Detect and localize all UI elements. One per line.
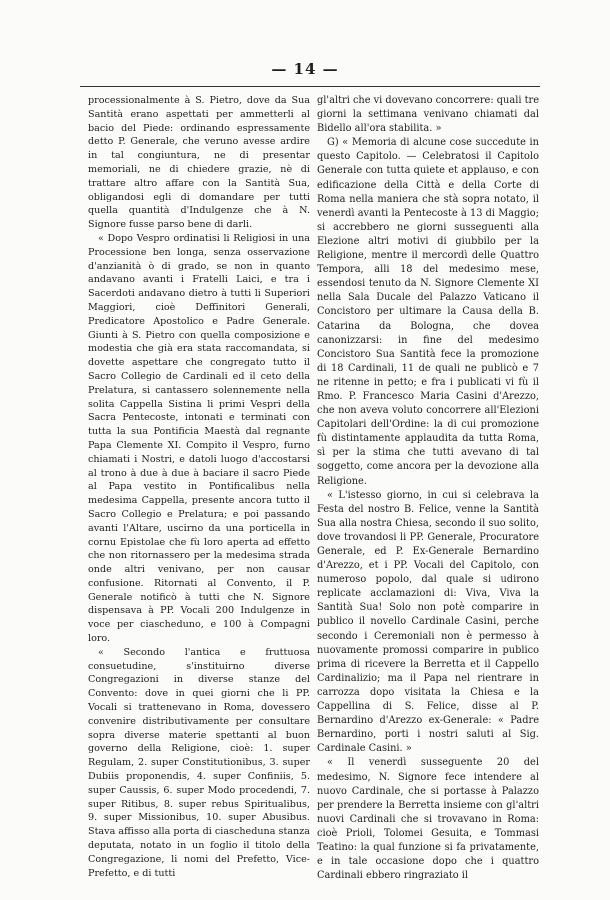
page-number: — 14 — xyxy=(271,60,339,78)
paragraph: G) « Memoria di alcune cose succedute in questo Capitolo. — Celebratosi il Capitolo Generale con tutta quiete et applauso, e con edificazione della Città e della Corte di Roma nella maniera che stà sopra notato, il venerdì avanti la Pentecoste à 13 di Maggio; si accrebbero ne giorni susseguenti alla Elezione altri motivi di giubbilo per la Religione, mentre il mercordì delle Quattro Tempora, alli 18 del medesimo mese, essendosi tenuto da N. Signore Clemente XI nella Sala Ducale del Palazzo Vaticano il Concistoro per ultimare la Causa della B. Catarina da Bologna, che dovea canonizzarsi: in fine del medesimo Concistoro Sua Santità fece la promozione di 18 Cardinali, 11 de quali ne publicò e 7 ne ritenne in petto; e fra i publicati vi fù il Rmo. P. Francesco Maria Casini d'Arezzo, che non aveva voluto concorrere all'Elezioni Capitolari dell'Ordine: la di cui promozione fù distintamente applaudita da tutta Roma, sì per la stima che tutti avevano di tal soggetto, come ancora per la devozione alla Religione. xyxy=(317,137,539,487)
header-rule xyxy=(80,86,540,87)
paragraph: gl'altri che vi dovevano concorrere: quali tre giorni la settimana venivano chiamati dal Bidello all'ora stabilita. » xyxy=(317,95,539,135)
right-column xyxy=(317,94,539,883)
paragraph: « Dopo Vespro ordinatisi li Religiosi in una Processione ben longa, senza osservazione d'anzianità ò di grado, se non in quanto andavano avanti i Fratelli Laici, e tra i Sacerdoti andavano dietro à tutti li Superiori Maggiori, cioè Deffinitori Generali, Predicatore Apostolico e Padre Generale. Giunti à S. Pietro con quella composizione e modestia che già era stata raccomandata, si dovette aspettare che congregato tutto il Sacro Collegio de Cardinali ed il ceto della Prelatura, si cantassero solennemente nella solita Cappella Sistina li primi Vespri della Sacra Pentecoste, intonati e terminati con tutta la sua Pontificia Maestà dal regnante Papa Clemente XI. Compito il Vespro, furno chiamati i Nostri, e datoli luogo d'accostarsi al trono à due à due à baciare il sacro Piede al Papa vestito in Pontificalibus nella medesima Cappella, presente ancora tutto il Sacro Collegio e Prelatura; e poi passando avanti l'Altare, uscirno da una porticella in cornu Epistolae che fù loro aperta ad effetto che non ritornassero per la medesima strada onde altri venivano, per non causar confusione. Ritornati al Convento, il P. Generale notificò à tutti che N. Signore dispensava à PP. Vocali 200 Indulgenze in voce per ciascheduno, e 100 à Compagni loro. xyxy=(88,232,310,645)
paragraph: processionalmente à S. Pietro, dove da Sua Santità erano aspettati per ammetterli al bacio del Piede: ordinando espressamente detto P. Generale, che veruno avesse ardire in tal congiuntura, ne di presentar memoriali, ne di chiedere grazie, nè di trattare altro affare con la Santità Sua, obligandosi egli di domandare per tutti quella quantità d'Indulgenze che à N. Signore fusse parso bene di darli. xyxy=(88,95,310,231)
paragraph: « Il venerdì susseguente 20 del medesimo, N. Signore fece intendere al nuovo Cardinale, che si portasse à Palazzo per prendere la Berretta insieme con gl'altri nuovi Cardinali che si trovavano in Roma: cioè Prioli, Tolomei Gesuita, e Tommasi Teatino: la qual funzione si fa privatamente, e in tale occasione dopo che i quattro Cardinali ebbero ringraziato il xyxy=(317,757,539,882)
paragraph: « L'istesso giorno, in cui si celebrava la Festa del nostro B. Felice, venne la Santità Sua alla nostra Chiesa, secondo il suo solito, dove trovandosi li PP. Generale, Procuratore Generale, ed P. Ex-Generale Bernardino d'Arezzo, et i PP. Vocali del Capitolo, con numeroso popolo, dal quale si udirono replicate acclamazioni di: Viva, Viva la Santità Sua! Solo non potè comparire in publico il novello Cardinale Casini, perche secondo i Ceremoniali non è permesso à nuovamente promossi comparire in publico prima di ricevere la Berretta et il Cappello Cardinalizio; ma il Papa nel rientrare in carrozza dopo visitata la Chiesa e la Cappellina di S. Felice, disse al P. Bernardino d'Arezzo ex-Generale: « Padre Bernardino, porti i nostri saluti al Sig. Cardinale Casini. » xyxy=(317,489,539,755)
left-column xyxy=(88,94,310,880)
paragraph: « Secondo l'antica e fruttuosa consuetudine, s'instituirno diverse Congregazioni in diverse stanze del Convento: dove in quei giorni che li PP. Vocali si trattenevano in Roma, dovessero convenire distributivamente per consultare sopra diverse materie spettanti al buon governo della Religione, cioè: 1. super Regulam, 2. super Constitutionibus, 3. super Dubiis proponendis, 4. super Confiniis, 5. super Caussis, 6. super Modo procedendi, 7. super Ritibus, 8. super rebus Spiritualibus, 9. super Missionibus, 10. super Abusibus. Stava affisso alla porta di ciascheduna stanza deputata, notato in un foglio il titolo della Congregazione, li nomi del Prefetto, Vice-Prefetto, e di tutti xyxy=(88,646,310,879)
